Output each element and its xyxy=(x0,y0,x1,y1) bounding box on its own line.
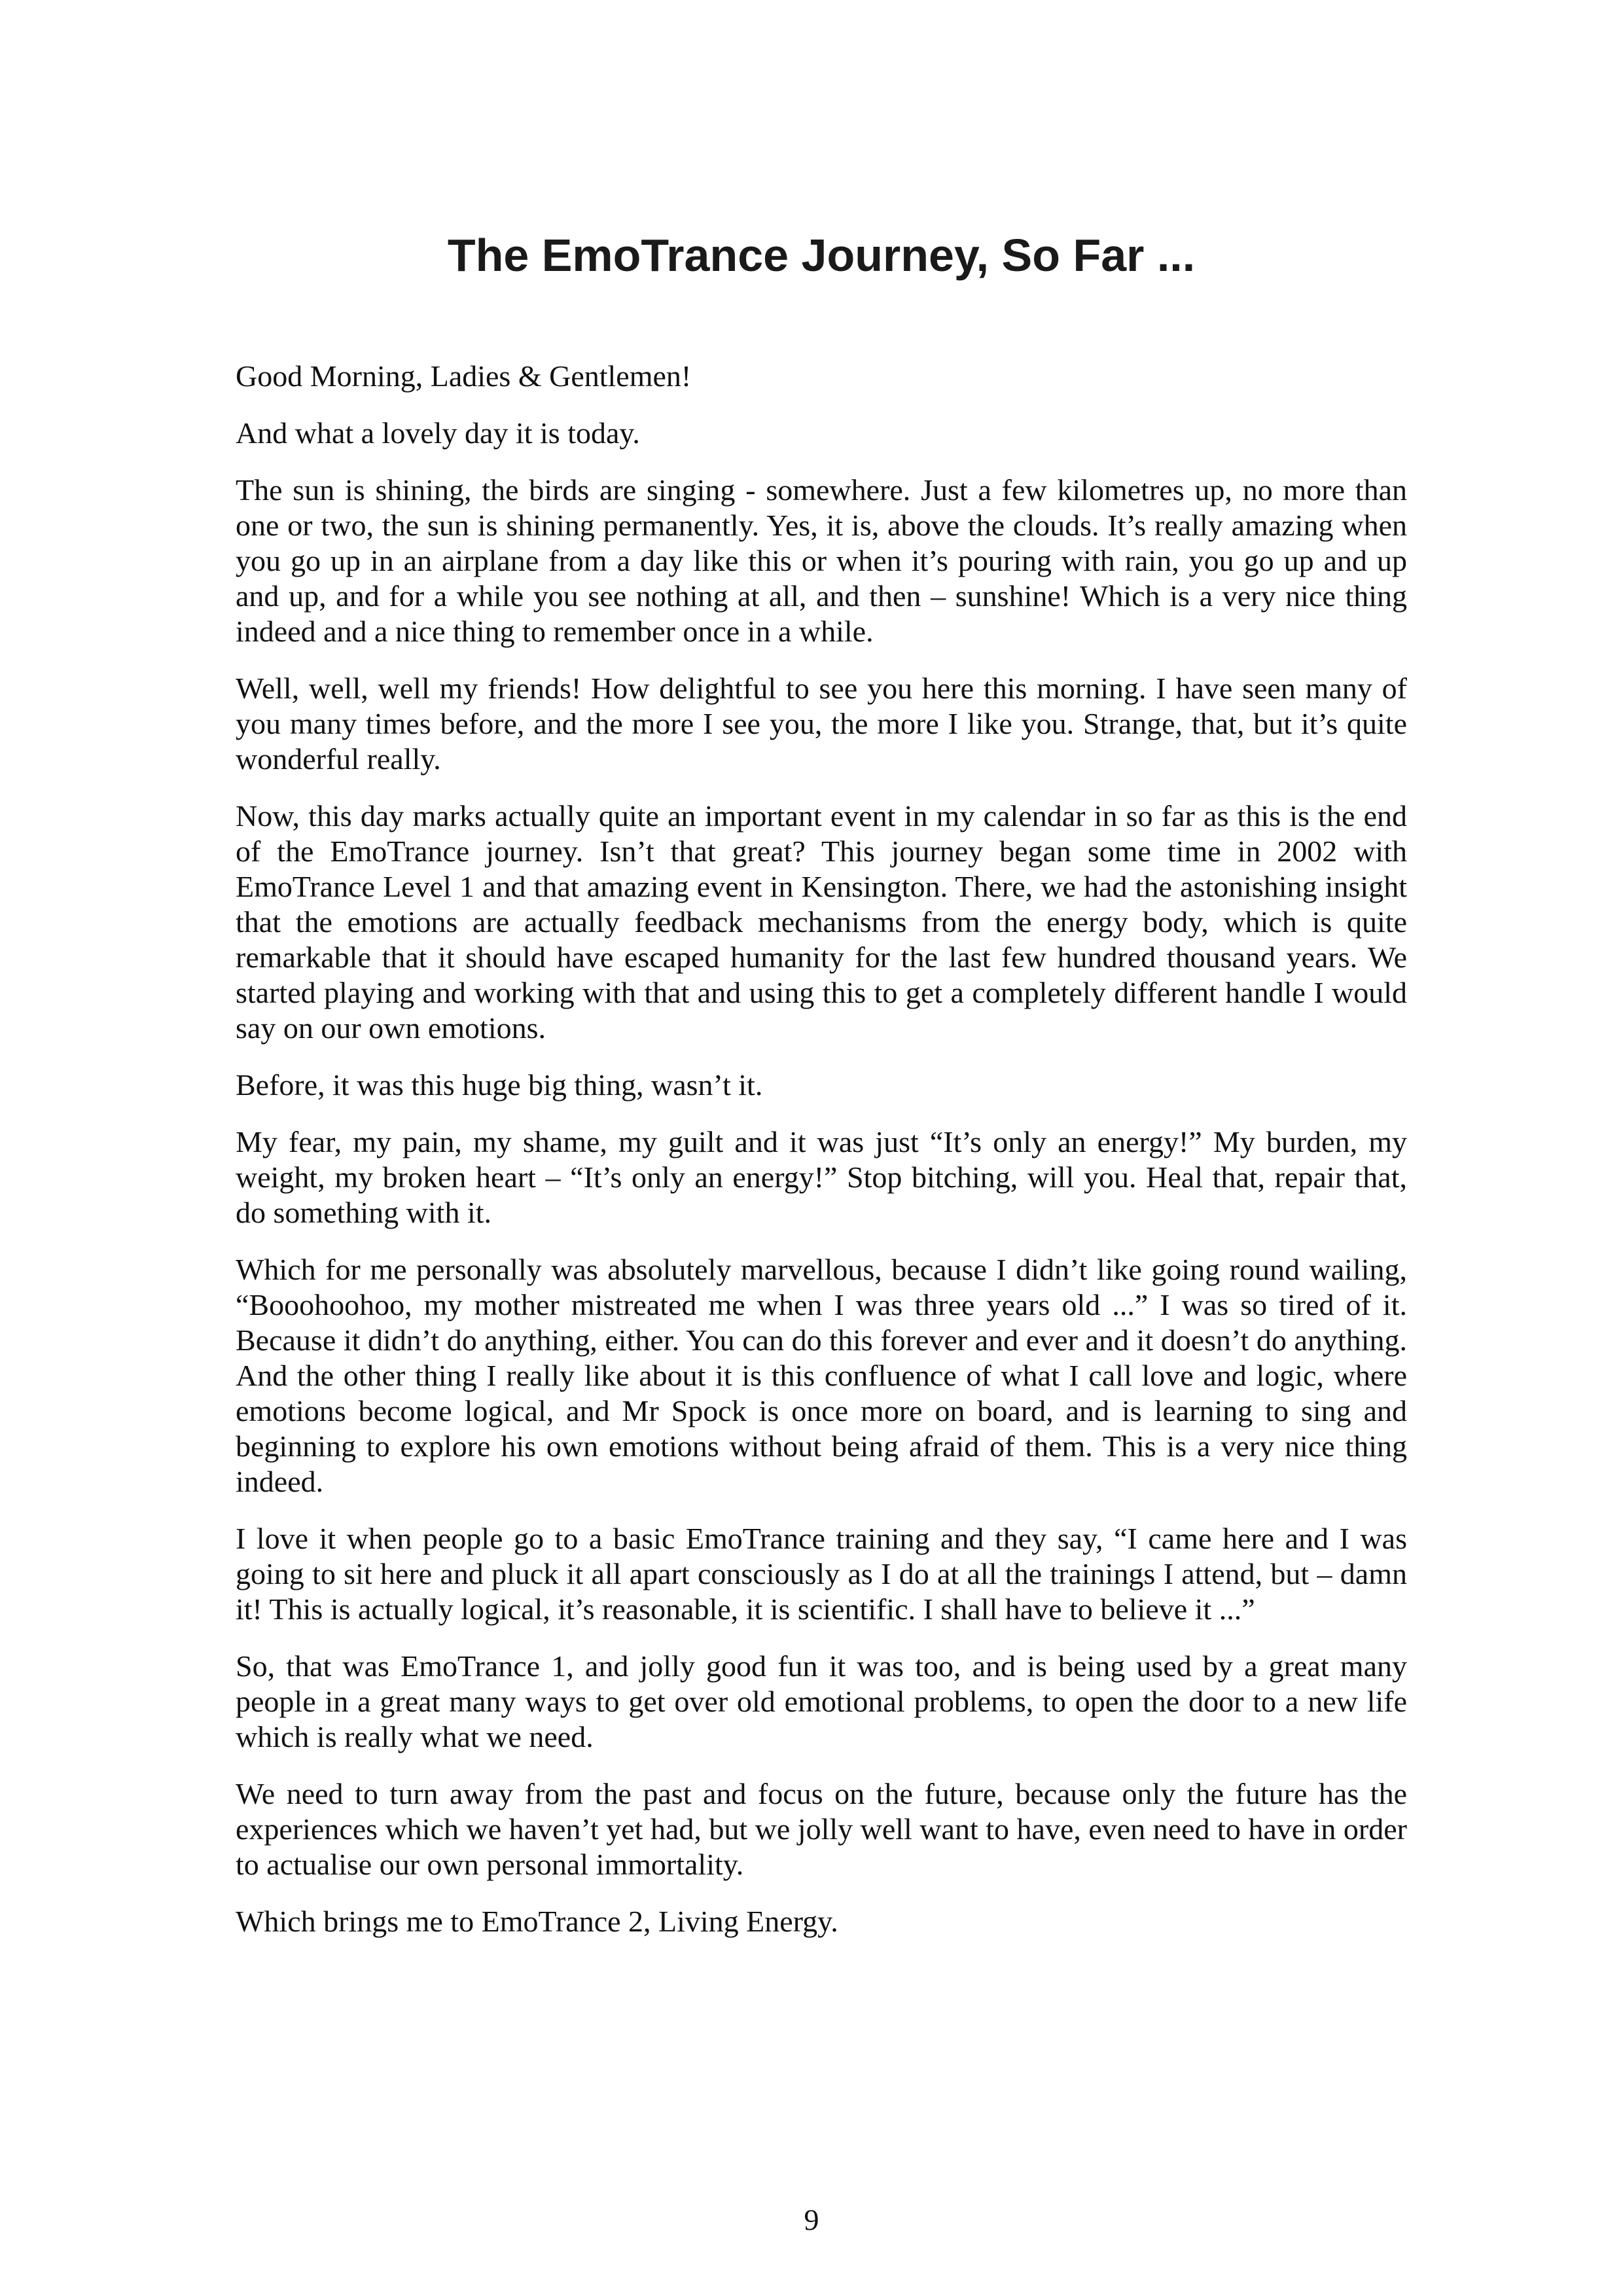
page-title: The EmoTrance Journey, So Far ... xyxy=(447,230,1196,281)
paragraph: And what a lovely day it is today. xyxy=(236,416,640,450)
paragraph: Which for me personally was absolutely marvellous, because I didn’t like going round wailing, “Booohoohoo, my mother mistreated me when I was three years old ...” I was so tired of it. Because it didn’t do anything, either. You can do this forever and ever and it doesn’t do anything. And the other thing I really like about it is this confluence of what I call love and logic, where emotions become logical, and Mr Spock is once more on board, and is learning to sing and beginning to explore his own emotions without being afraid of them. This is a very nice thing indeed. xyxy=(236,1253,1407,1498)
paragraph: Before, it was this huge big thing, wasn’t it. xyxy=(236,1068,763,1102)
paragraph: Good Morning, Ladies & Gentlemen! xyxy=(236,359,692,393)
paragraph: Now, this day marks actually quite an important event in my calendar in so far as this is the end of the EmoTrance journey. Isn’t that great? This journey began some time in 2002 with EmoTrance Level 1 and that amazing event in Kensington. There, we had the astonishing insight that the emotions are actually feedback mechanisms from the energy body, which is quite remarkable that it should have escaped humanity for the last few hundred thousand years. We started playing and working with that and using this to get a completely different handle I would say on our own emotions. xyxy=(236,799,1407,1045)
paragraph: Well, well, well my friends! How delightful to see you here this morning. I have seen many of you many times before, and the more I see you, the more I like you. Strange, that, but it’s quite wonderful really. xyxy=(236,672,1407,776)
page-content xyxy=(236,229,1407,1961)
paragraph: The sun is shining, the birds are singing - somewhere. Just a few kilometres up, no more than one or two, the sun is shining permanently. Yes, it is, above the clouds. It’s really amazing when you go up in an airplane from a day like this or when it’s pouring with rain, you go up and up and up, and for a while you see nothing at all, and then – sunshine! Which is a very nice thing indeed and a nice thing to remember once in a while. xyxy=(236,473,1407,648)
paragraph: So, that was EmoTrance 1, and jolly good fun it was too, and is being used by a great many people in a great many ways to get over old emotional problems, to open the door to a new life which is really what we need. xyxy=(236,1649,1407,1753)
paragraph: My fear, my pain, my shame, my guilt and it was just “It’s only an energy!” My burden, my weight, my broken heart – “It’s only an energy!” Stop bitching, will you. Heal that, repair that, do something with it. xyxy=(236,1125,1407,1229)
paragraph: We need to turn away from the past and focus on the future, because only the future has the experiences which we haven’t yet had, but we jolly well want to have, even need to have in order to actualise our own personal immortality. xyxy=(236,1777,1407,1881)
paragraph: Which brings me to EmoTrance 2, Living Energy. xyxy=(236,1905,838,1938)
page-number: 9 xyxy=(804,2203,819,2236)
paragraph: I love it when people go to a basic EmoTrance training and they say, “I came here and I was going to sit here and pluck it all apart consciously as I do at all the trainings I attend, but – damn it! This is actually logical, it’s reasonable, it is scientific. I shall have to believe it ...” xyxy=(236,1522,1407,1626)
